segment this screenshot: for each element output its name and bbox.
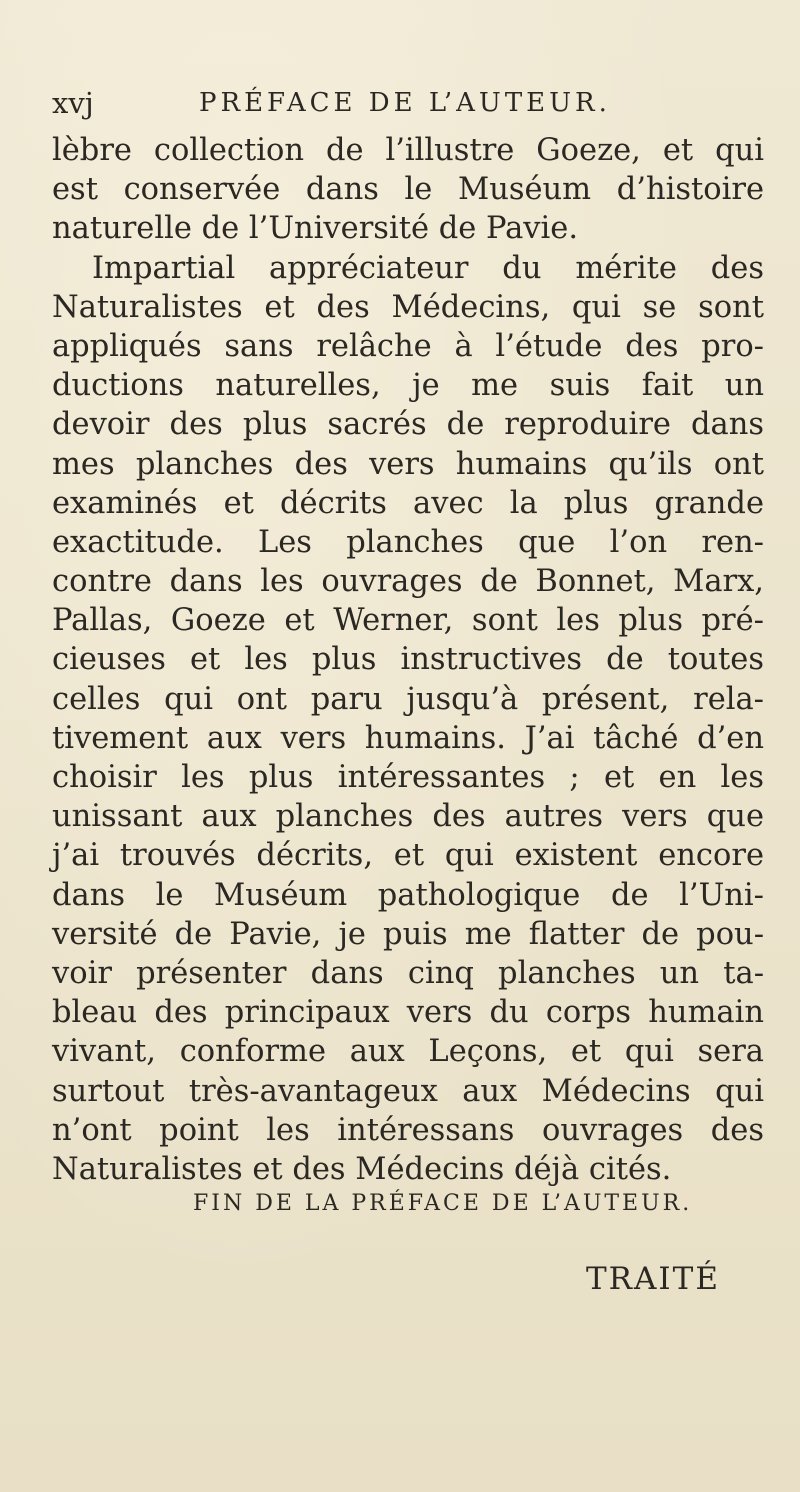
text-line: appliqués sans relâche à l’étude des pro-	[52, 328, 764, 364]
body-text	[52, 131, 764, 1189]
text-line: dans le Muséum pathologique de l’Uni-	[52, 877, 764, 913]
text-line: n’ont point les intéressans ouvrages des	[52, 1112, 764, 1148]
text-line: vivant, conforme aux Leçons, et qui sera	[52, 1034, 764, 1070]
text-line: mes planches des vers humains qu’ils ont	[52, 446, 764, 482]
text-line: tivement aux vers humains. J’ai tâché d’en	[52, 720, 764, 756]
text-line: surtout très-avantageux aux Médecins qui	[52, 1073, 764, 1109]
text-line: exactitude. Les planches que l’on ren-	[52, 524, 764, 560]
text-line: celles qui ont paru jusqu’à présent, rela-	[52, 681, 764, 717]
text-line: examinés et décrits avec la plus grande	[52, 485, 764, 521]
text-line: bleau des principaux vers du corps humain	[52, 995, 764, 1031]
text-line: Naturalistes et des Médecins déjà cités.	[52, 1151, 672, 1187]
text-line: versité de Pavie, je puis me flatter de pou-	[52, 916, 764, 952]
running-head	[52, 83, 752, 123]
text-line: choisir les plus intéressantes ; et en les	[52, 760, 764, 795]
text-line: Impartial appréciateur du mérite des	[92, 250, 764, 286]
text-line: devoir des plus sacrés de reproduire dans	[52, 407, 764, 443]
end-of-preface: FIN DE LA PRÉFACE DE L’AUTEUR.	[193, 1191, 693, 1216]
text-line: cieuses et les plus instructives de toutes	[52, 642, 764, 678]
text-line: contre dans les ouvrages de Bonnet, Marx,	[52, 564, 764, 600]
page-number: xvj	[52, 86, 94, 120]
text-line: lèbre collection de l’illustre Goeze, et qui	[52, 133, 764, 168]
text-line: j’ai trouvés décrits, et qui existent encore	[52, 838, 764, 874]
running-title: PRÉFACE DE L’AUTEUR.	[199, 88, 611, 118]
text-line: voir présenter dans cinq planches un ta-	[52, 955, 764, 991]
catchword: TRAITÉ	[586, 1261, 720, 1297]
text-line: unissant aux planches des autres vers que	[52, 799, 764, 835]
text-line: Pallas, Goeze et Werner, sont les plus pré-	[52, 603, 764, 639]
text-line: est conservée dans le Muséum d’histoire	[52, 172, 764, 208]
text-line: ductions naturelles, je me suis fait un	[52, 368, 764, 404]
text-line: Naturalistes et des Médecins, qui se sont	[52, 289, 764, 325]
text-line: naturelle de l’Université de Pavie.	[52, 211, 579, 247]
